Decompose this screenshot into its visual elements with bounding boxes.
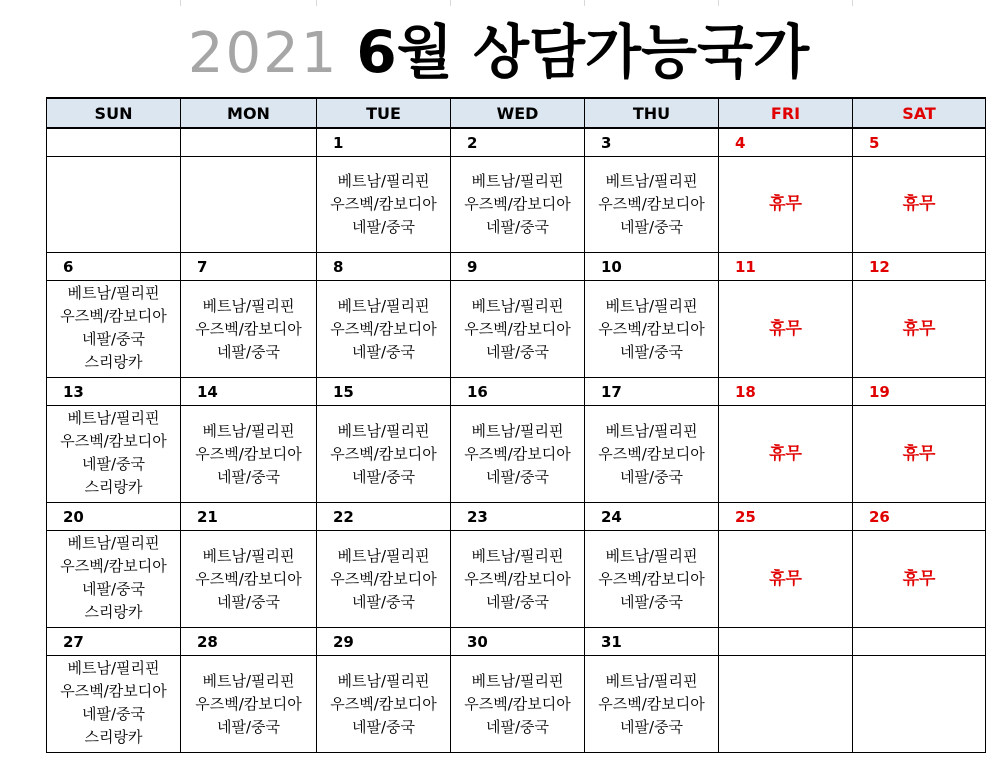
schedule-cell-sat[interactable]: [853, 406, 986, 503]
date-number-sat[interactable]: [853, 628, 986, 656]
schedule-cell-thu[interactable]: [585, 157, 719, 253]
schedule-cell-thu[interactable]: [585, 406, 719, 503]
schedule-cell-fri[interactable]: [719, 406, 853, 503]
schedule-cell-sat[interactable]: [853, 531, 986, 628]
schedule-cell-wed[interactable]: [451, 281, 585, 378]
date-number-fri[interactable]: 18: [719, 378, 853, 406]
country-line: 베트남/필리핀: [337, 546, 430, 565]
country-line: 네팔/중국: [485, 467, 549, 486]
schedule-cell-wed[interactable]: [451, 406, 585, 503]
country-line: 베트남/필리핀: [202, 421, 295, 440]
date-number-sat[interactable]: 26: [853, 503, 986, 531]
country-line: 베트남/필리핀: [202, 546, 295, 565]
country-line: 네팔/중국: [485, 717, 549, 736]
country-line: 우즈벡/캄보디아: [330, 319, 437, 338]
schedule-cell-mon[interactable]: [181, 157, 317, 253]
country-line: 베트남/필리핀: [337, 172, 430, 190]
date-number-wed[interactable]: 16: [451, 378, 585, 406]
country-line: 네팔/중국: [485, 218, 549, 236]
schedule-row: [47, 406, 986, 503]
country-line: 베트남/필리핀: [337, 296, 430, 315]
schedule-cell-fri[interactable]: [719, 531, 853, 628]
country-line: 우즈벡/캄보디아: [598, 195, 705, 213]
page-title: [0, 14, 997, 105]
calendar-body: [47, 128, 986, 753]
country-line: 우즈벡/캄보디아: [330, 444, 437, 463]
date-number-wed[interactable]: 9: [451, 253, 585, 281]
date-number-row: [47, 503, 986, 531]
country-line: 네팔/중국: [81, 705, 145, 723]
date-number-thu[interactable]: 24: [585, 503, 719, 531]
country-line: 네팔/중국: [619, 717, 683, 736]
schedule-cell-tue[interactable]: [317, 656, 451, 753]
country-line: 네팔/중국: [619, 342, 683, 361]
date-number-row: [47, 128, 986, 157]
date-number-fri[interactable]: [719, 628, 853, 656]
country-line: 네팔/중국: [619, 592, 683, 611]
date-number-mon[interactable]: 21: [181, 503, 317, 531]
country-line: 베트남/필리핀: [471, 671, 564, 690]
schedule-cell-sun[interactable]: [47, 656, 181, 753]
title-year: 2021: [187, 21, 339, 86]
holiday-label: 휴무: [902, 318, 936, 339]
weekday-header-thu[interactable]: THU: [585, 98, 719, 128]
holiday-label: 휴무: [769, 568, 802, 589]
country-line: 우즈벡/캄보디아: [464, 195, 571, 213]
country-line: 우즈벡/캄보디아: [330, 569, 437, 588]
country-line: 우즈벡/캄보디아: [60, 307, 167, 325]
country-line: 우즈벡/캄보디아: [330, 195, 437, 213]
country-line: 네팔/중국: [216, 592, 280, 611]
calendar-table: [46, 97, 986, 753]
country-line: 베트남/필리핀: [67, 659, 160, 677]
schedule-cell-thu[interactable]: [585, 656, 719, 753]
country-line: 네팔/중국: [81, 330, 145, 348]
schedule-cell-wed[interactable]: [451, 531, 585, 628]
country-line: 베트남/필리핀: [471, 296, 564, 315]
date-number-tue[interactable]: 1: [317, 128, 451, 157]
date-number-mon[interactable]: [181, 128, 317, 157]
date-number-thu[interactable]: 17: [585, 378, 719, 406]
holiday-label: 휴무: [902, 443, 936, 464]
date-number-sun[interactable]: 20: [47, 503, 181, 531]
country-line: 베트남/필리핀: [471, 546, 564, 565]
country-line: 우즈벡/캄보디아: [60, 557, 167, 575]
date-number-sat[interactable]: 19: [853, 378, 986, 406]
schedule-row: [47, 656, 986, 753]
country-line: 네팔/중국: [619, 467, 683, 486]
country-line: 베트남/필리핀: [605, 296, 698, 315]
country-line: 베트남/필리핀: [67, 534, 160, 552]
date-number-sun[interactable]: 13: [47, 378, 181, 406]
country-line: 우즈벡/캄보디아: [464, 694, 571, 713]
country-line: 스리랑카: [84, 478, 143, 496]
spreadsheet-gridlines: [0, 0, 997, 6]
holiday-label: 휴무: [902, 194, 936, 214]
date-number-wed[interactable]: 30: [451, 628, 585, 656]
date-number-row: [47, 253, 986, 281]
weekday-header-fri[interactable]: FRI: [719, 98, 853, 128]
schedule-cell-wed[interactable]: [451, 157, 585, 253]
date-number-tue[interactable]: 22: [317, 503, 451, 531]
date-number-tue[interactable]: 8: [317, 253, 451, 281]
country-line: 베트남/필리핀: [337, 671, 430, 690]
country-line: 베트남/필리핀: [471, 421, 564, 440]
holiday-label: 휴무: [769, 194, 802, 214]
country-line: 네팔/중국: [619, 218, 683, 236]
schedule-cell-mon[interactable]: [181, 406, 317, 503]
schedule-cell-tue[interactable]: [317, 531, 451, 628]
date-number-mon[interactable]: 7: [181, 253, 317, 281]
weekday-header-wed[interactable]: WED: [451, 98, 585, 128]
schedule-cell-thu[interactable]: [585, 281, 719, 378]
country-line: 네팔/중국: [351, 717, 415, 736]
country-line: 우즈벡/캄보디아: [195, 569, 302, 588]
country-line: 베트남/필리핀: [67, 284, 160, 302]
date-number-sun[interactable]: 27: [47, 628, 181, 656]
schedule-cell-fri[interactable]: [719, 281, 853, 378]
country-line: 네팔/중국: [216, 467, 280, 486]
country-line: 네팔/중국: [485, 342, 549, 361]
date-number-fri[interactable]: 4: [719, 128, 853, 157]
date-number-sun[interactable]: [47, 128, 181, 157]
country-line: 네팔/중국: [351, 467, 415, 486]
date-number-thu[interactable]: 31: [585, 628, 719, 656]
country-line: 우즈벡/캄보디아: [60, 432, 167, 450]
date-number-row: [47, 628, 986, 656]
country-line: 베트남/필리핀: [605, 172, 698, 190]
country-line: 네팔/중국: [351, 218, 415, 236]
country-line: 우즈벡/캄보디아: [464, 569, 571, 588]
country-line: 우즈벡/캄보디아: [195, 444, 302, 463]
date-number-fri[interactable]: 25: [719, 503, 853, 531]
schedule-cell-mon[interactable]: [181, 281, 317, 378]
date-number-mon[interactable]: 28: [181, 628, 317, 656]
date-number-row: [47, 378, 986, 406]
schedule-cell-sun[interactable]: [47, 281, 181, 378]
weekday-header-row: [47, 98, 986, 128]
country-line: 우즈벡/캄보디아: [598, 569, 705, 588]
title-main: 6월 상담가능국가: [356, 18, 810, 86]
schedule-row: [47, 157, 986, 253]
date-number-sat[interactable]: 5: [853, 128, 986, 157]
weekday-header-mon[interactable]: MON: [181, 98, 317, 128]
schedule-cell-mon[interactable]: [181, 531, 317, 628]
country-line: 네팔/중국: [351, 342, 415, 361]
country-line: 우즈벡/캄보디아: [598, 319, 705, 338]
country-line: 네팔/중국: [485, 592, 549, 611]
country-line: 스리랑카: [84, 603, 143, 621]
country-line: 베트남/필리핀: [471, 172, 564, 190]
country-line: 베트남/필리핀: [202, 671, 295, 690]
country-line: 네팔/중국: [81, 580, 145, 598]
weekday-header-sat[interactable]: SAT: [853, 98, 986, 128]
schedule-cell-tue[interactable]: [317, 406, 451, 503]
country-line: 우즈벡/캄보디아: [195, 319, 302, 338]
country-line: 베트남/필리핀: [605, 671, 698, 690]
date-number-thu[interactable]: 3: [585, 128, 719, 157]
country-line: 베트남/필리핀: [605, 546, 698, 565]
date-number-tue[interactable]: 15: [317, 378, 451, 406]
country-line: 네팔/중국: [351, 592, 415, 611]
date-number-fri[interactable]: 11: [719, 253, 853, 281]
country-line: 베트남/필리핀: [202, 296, 295, 315]
country-line: 스리랑카: [84, 728, 143, 746]
schedule-cell-wed[interactable]: [451, 656, 585, 753]
country-line: 우즈벡/캄보디아: [60, 682, 167, 700]
schedule-cell-sat[interactable]: [853, 281, 986, 378]
schedule-cell-tue[interactable]: [317, 281, 451, 378]
schedule-cell-sun[interactable]: [47, 157, 181, 253]
schedule-cell-sun[interactable]: [47, 531, 181, 628]
schedule-cell-thu[interactable]: [585, 531, 719, 628]
weekday-header-tue[interactable]: TUE: [317, 98, 451, 128]
country-line: 우즈벡/캄보디아: [598, 694, 705, 713]
schedule-cell-sat[interactable]: [853, 157, 986, 253]
date-number-sun[interactable]: 6: [47, 253, 181, 281]
schedule-row: [47, 531, 986, 628]
country-line: 우즈벡/캄보디아: [598, 444, 705, 463]
date-number-wed[interactable]: 23: [451, 503, 585, 531]
country-line: 베트남/필리핀: [605, 421, 698, 440]
country-line: 우즈벡/캄보디아: [330, 694, 437, 713]
date-number-sat[interactable]: 12: [853, 253, 986, 281]
schedule-cell-sat[interactable]: [853, 656, 986, 753]
schedule-cell-sun[interactable]: [47, 406, 181, 503]
country-line: 네팔/중국: [216, 717, 280, 736]
date-number-tue[interactable]: 29: [317, 628, 451, 656]
country-line: 우즈벡/캄보디아: [464, 444, 571, 463]
country-line: 우즈벡/캄보디아: [464, 319, 571, 338]
country-line: 스리랑카: [84, 353, 143, 371]
country-line: 우즈벡/캄보디아: [195, 694, 302, 713]
date-number-mon[interactable]: 14: [181, 378, 317, 406]
holiday-label: 휴무: [769, 318, 802, 339]
schedule-row: [47, 281, 986, 378]
schedule-cell-mon[interactable]: [181, 656, 317, 753]
country-line: 네팔/중국: [216, 342, 280, 361]
country-line: 베트남/필리핀: [67, 409, 160, 427]
holiday-label: 휴무: [769, 443, 802, 464]
date-number-wed[interactable]: 2: [451, 128, 585, 157]
weekday-header-sun[interactable]: SUN: [47, 98, 181, 128]
schedule-cell-fri[interactable]: [719, 656, 853, 753]
schedule-cell-tue[interactable]: [317, 157, 451, 253]
country-line: 베트남/필리핀: [337, 421, 430, 440]
holiday-label: 휴무: [902, 568, 936, 589]
country-line: 네팔/중국: [81, 455, 145, 473]
schedule-cell-fri[interactable]: [719, 157, 853, 253]
date-number-thu[interactable]: 10: [585, 253, 719, 281]
